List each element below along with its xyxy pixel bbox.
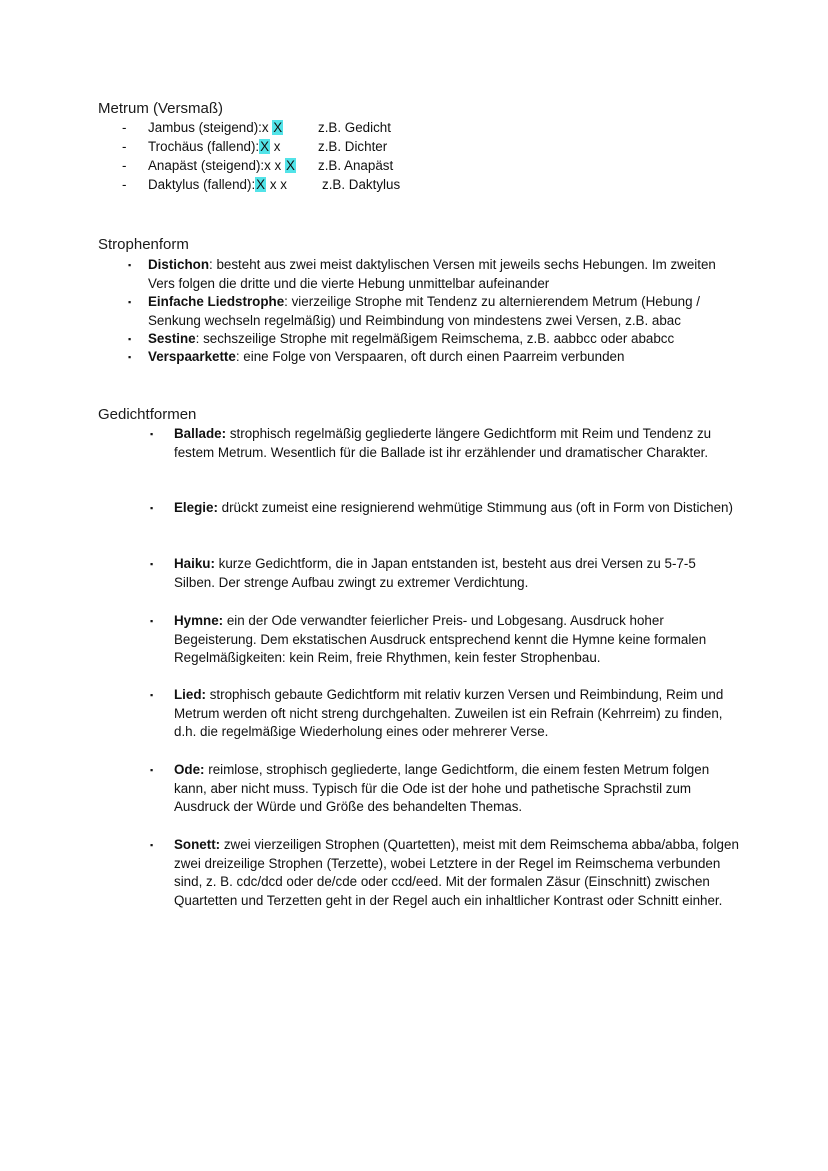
metrum-name: Daktylus (fallend):	[148, 177, 256, 192]
term: Verspaarkette	[148, 349, 236, 364]
list-dash: -	[122, 120, 127, 135]
metrum-example: z.B. Gedicht	[318, 120, 391, 135]
definition: : sechszeilige Strophe mit regelmäßigem Reimschema, z.B. aabbcc oder ababcc	[195, 331, 675, 346]
definition: strophisch gebaute Gedichtform mit relativ kurzen Versen und Reimbindung, Reim und Metrum werden oft nicht streng durchgehalten. Zuweilen ist ein Refrain (Kehrreim) zu finden, d.h. die regelmäßige Wiederholung eines oder mehrerer Verse.	[174, 687, 724, 740]
metrum-example: z.B. Dichter	[318, 139, 388, 154]
metrum-name: Anapäst (steigend):	[148, 158, 265, 173]
term: Sonett:	[174, 837, 221, 852]
list-item-hymne	[150, 612, 740, 668]
metrum-example: z.B. Anapäst	[318, 158, 394, 173]
list-item-ballade	[150, 425, 740, 462]
metrum-pattern-pre: x x	[264, 158, 285, 173]
list-item	[128, 330, 728, 349]
term: Einfache Liedstrophe	[148, 294, 285, 309]
list-item	[128, 293, 728, 330]
term: Haiku:	[174, 556, 215, 571]
definition: strophisch regelmäßig gegliederte längere Gedichtform mit Reim und Tendenz zu festem Metrum. Wesentlich für die Ballade ist ihr erzählender und dramatischer Charakter.	[174, 426, 712, 460]
list-item	[128, 348, 728, 367]
definition: zwei vierzeiligen Strophen (Quartetten), meist mit dem Reimschema abba/abba, folgen zwei dreizeilige Strophen (Terzette), wobei Letztere in der Regel im Reimschema verbunden sind, z. B. cdc/dcd oder de/cde oder ccd/eed. Mit der formalen Zäsur (Einschnitt) zwischen Quartetten und Terzetten geht in der Regel auch ein inhaltlicher Kontrast oder Schnitt einher.	[174, 837, 739, 908]
strophenform-heading: Strophenform	[98, 236, 189, 253]
metrum-item-daktylus	[122, 176, 401, 194]
metrum-item-anapaest	[122, 157, 394, 175]
metrum-pattern-post: x	[270, 139, 281, 154]
definition: reimlose, strophisch gegliederte, lange Gedichtform, die einem festen Metrum folgen kann, aber nicht muss. Typisch für die Ode ist der hohe und pathetische Sprachstil zum Ausdruck der Würde und Größe des behandelten Themas.	[174, 762, 710, 815]
metrum-name: Trochäus (fallend):	[148, 139, 260, 154]
bullet-icon: ▪	[150, 559, 154, 569]
bullet-icon: ▪	[150, 840, 154, 850]
definition: drückt zumeist eine resignierend wehmütige Stimmung aus (oft in Form von Distichen)	[217, 500, 733, 515]
bullet-icon: ▪	[128, 260, 132, 270]
bullet-icon: ▪	[128, 334, 132, 344]
list-dash: -	[122, 139, 127, 154]
stress-highlight: X	[256, 177, 266, 192]
metrum-name: Jambus (steigend):	[148, 120, 262, 135]
bullet-icon: ▪	[150, 429, 154, 439]
list-item	[128, 256, 728, 293]
stress-highlight: X	[285, 158, 295, 173]
list-dash: -	[122, 158, 127, 173]
definition: : vierzeilige Strophe mit Tendenz zu alternierendem Metrum (Hebung / Senkung wechseln regelmäßig) und Reimbindung von mindestens zwei Versen, z.B. abac	[148, 294, 700, 328]
list-item-sonett	[150, 836, 740, 910]
bullet-icon: ▪	[150, 765, 154, 775]
bullet-icon: ▪	[128, 297, 132, 307]
term: Lied:	[174, 687, 206, 702]
bullet-icon: ▪	[150, 503, 154, 513]
definition: : besteht aus zwei meist daktylischen Versen mit jeweils sechs Hebungen. Im zweiten Vers folgen die dritte und die vierte Hebung unmittelbar aufeinander	[148, 257, 716, 291]
definition: : eine Folge von Verspaaren, oft durch einen Paarreim verbunden	[235, 349, 625, 364]
metrum-item-jambus	[122, 119, 391, 137]
stress-highlight: X	[273, 120, 283, 135]
term: Elegie:	[174, 500, 218, 515]
bullet-icon: ▪	[150, 690, 154, 700]
list-item-elegie	[150, 499, 740, 518]
metrum-example: z.B. Daktylus	[322, 177, 401, 192]
definition: ein der Ode verwandter feierlicher Preis- und Lobgesang. Ausdruck hoher Begeisterung. Dem ekstatischen Ausdruck entsprechend kennt die Hymne keine formalen Regelmäßigkeiten: kein Reim, freie Rhythmen, kein fester Strophenbau.	[174, 613, 707, 666]
stress-highlight: X	[260, 139, 270, 154]
term: Hymne:	[174, 613, 224, 628]
list-dash: -	[122, 177, 127, 192]
term: Sestine	[148, 331, 196, 346]
bullet-icon: ▪	[150, 616, 154, 626]
metrum-pattern-post: x x	[266, 177, 287, 192]
list-item-lied	[150, 686, 740, 742]
metrum-item-trochaeus	[122, 138, 388, 156]
list-item-haiku	[150, 555, 740, 592]
gedichtformen-heading: Gedichtformen	[98, 406, 197, 423]
term: Ode:	[174, 762, 205, 777]
term: Ballade:	[174, 426, 227, 441]
list-item-ode	[150, 761, 740, 817]
metrum-heading: Metrum (Versmaß)	[98, 100, 224, 117]
term: Distichon	[148, 257, 210, 272]
definition: kurze Gedichtform, die in Japan entstanden ist, besteht aus drei Versen zu 5-7-5 Silben. Der strenge Aufbau zwingt zu extremer Verdichtung.	[174, 556, 696, 590]
metrum-pattern-pre: x	[261, 120, 273, 135]
bullet-icon: ▪	[128, 352, 132, 362]
